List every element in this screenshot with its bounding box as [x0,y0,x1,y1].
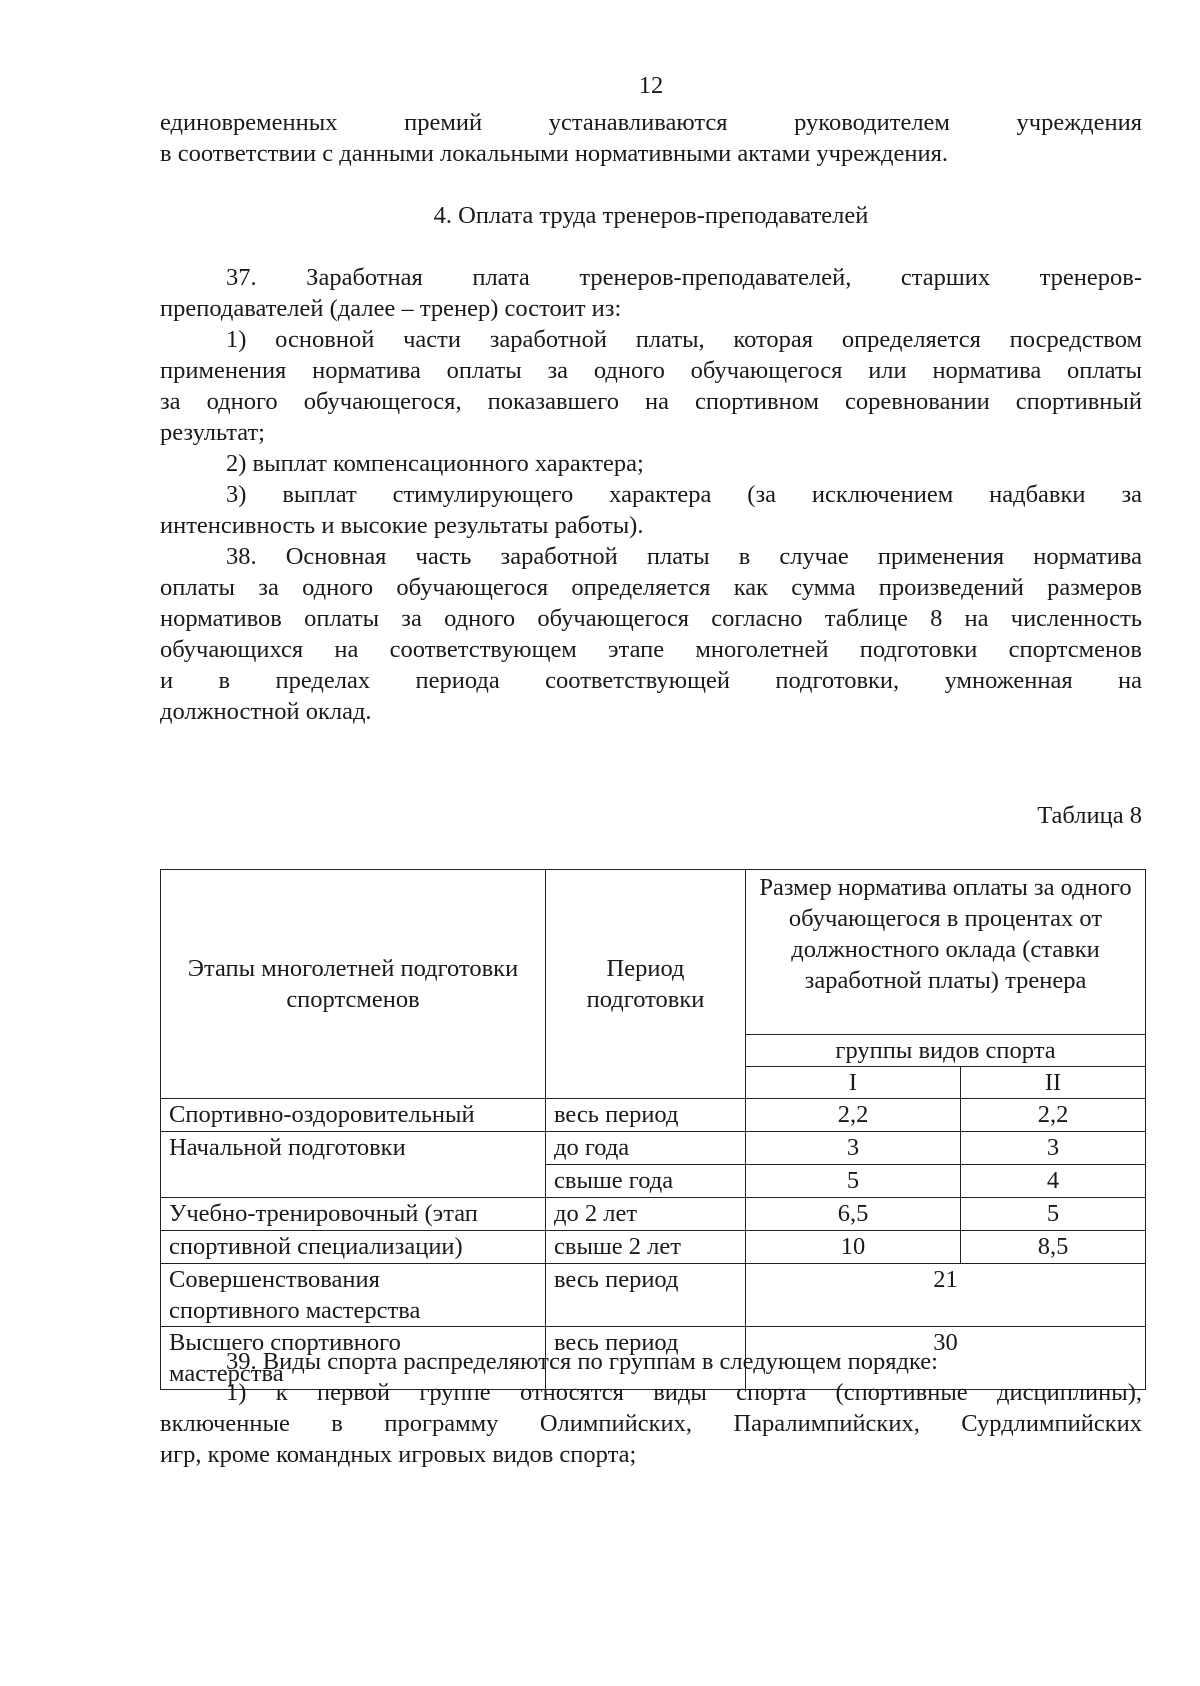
stage-cell [161,1264,546,1327]
stage-line: Совершенствования [169,1266,380,1293]
header-rate: Размер норматива оплаты за одного обучающегося в процентах от должностного оклада (ставки заработной платы) тренера [746,870,1146,1035]
section-heading: 4. Оплата труда тренеров-преподавателей [433,202,869,229]
value-cell: 10 [746,1231,961,1264]
para-line: 37. Заработная плата тренеров-преподавателей, старших тренеров- [226,264,1142,291]
stage-cell: Начальной подготовки [161,1132,546,1198]
stage-line: Высшего спортивного [169,1329,401,1356]
stage-line: спортивного мастерства [169,1297,421,1324]
period-cell: свыше года [546,1165,746,1198]
period-cell: весь период [546,1099,746,1132]
list-item-1-line: применения норматива оплаты за одного обучающегося или норматива оплаты [160,357,1142,384]
list-item-2: 2) выплат компенсационного характера; [226,450,644,477]
stage-cell: Спортивно-оздоровительный [161,1099,546,1132]
value-cell: 3 [961,1132,1146,1165]
stage-line: мастерства [169,1360,284,1387]
para-line: нормативов оплаты за одного обучающегося согласно таблице 8 на численность [160,605,1142,632]
period-cell: до 2 лет [546,1198,746,1231]
stage-cell: Учебно-тренировочный (этап [161,1198,546,1231]
period-cell: свыше 2 лет [546,1231,746,1264]
header-stages: Этапы многолетней подготовки спортсменов [161,870,546,1099]
table-row [161,1264,1146,1327]
value-cell: 2,2 [961,1099,1146,1132]
merged-value-cell: 30 [746,1327,1146,1390]
list-item-1-line: результат; [160,419,265,446]
paragraph-38 [160,541,1142,727]
intro-paragraph [160,107,1142,169]
para-line: 38. Основная часть заработной платы в случае применения норматива [226,543,1142,570]
list-item-39-1-line: игр, кроме командных игровых видов спорта; [160,1441,637,1468]
para-line: и в пределах периода соответствующей подготовки, умноженная на [160,667,1142,694]
header-period: Период подготовки [546,870,746,1099]
paragraph-39 [160,1346,1142,1470]
paragraph-37 [160,262,1142,541]
table-row [161,1231,1146,1264]
page-number: 12 [638,72,664,99]
table-caption: Таблица 8 [1037,802,1142,829]
stage-cell: спортивной специализации) [161,1231,546,1264]
para-line: обучающихся на соответствующем этапе многолетней подготовки спортсменов [160,636,1142,663]
value-cell: 4 [961,1165,1146,1198]
value-cell: 8,5 [961,1231,1146,1264]
period-cell: до года [546,1132,746,1165]
value-cell: 5 [746,1165,961,1198]
merged-value-cell: 21 [746,1264,1146,1327]
intro-line: в соответствии с данными локальными нормативными актами учреждения. [160,140,948,167]
header-group-2: II [961,1067,1146,1099]
para-line: преподавателей (далее – тренер) состоит из: [160,295,622,322]
list-item-3: 3) выплат стимулирующего характера (за исключением надбавки за [226,481,1142,508]
list-item-39-1-line: включенные в программу Олимпийских, Паралимпийских, Сурдлимпийских [160,1410,1142,1437]
list-item-39-1: 1) к первой группе относятся виды спорта (спортивные дисциплины), [226,1379,1142,1406]
intro-line: единовременных премий устанавливаются руководителем учреждения [160,109,1142,136]
value-cell: 3 [746,1132,961,1165]
value-cell: 2,2 [746,1099,961,1132]
para-line: оплаты за одного обучающегося определяется как сумма произведений размеров [160,574,1142,601]
table-row [161,1198,1146,1231]
period-cell: весь период [546,1264,746,1327]
list-item-3-line: интенсивность и высокие результаты работы). [160,512,644,539]
header-groups: группы видов спорта [746,1035,1146,1067]
value-cell: 6,5 [746,1198,961,1231]
para-line: должностной оклад. [160,698,372,725]
para-line: 39. Виды спорта распределяются по группам в следующем порядке: [226,1348,938,1375]
table-row [161,1099,1146,1132]
header-group-1: I [746,1067,961,1099]
list-item-1-line: за одного обучающегося, показавшего на спортивном соревновании спортивный [160,388,1142,415]
period-cell: весь период [546,1327,746,1390]
value-cell: 5 [961,1198,1146,1231]
list-item-1: 1) основной части заработной платы, которая определяется посредством [226,326,1142,353]
table-row [161,1132,1146,1165]
norm-table [160,869,1146,1390]
